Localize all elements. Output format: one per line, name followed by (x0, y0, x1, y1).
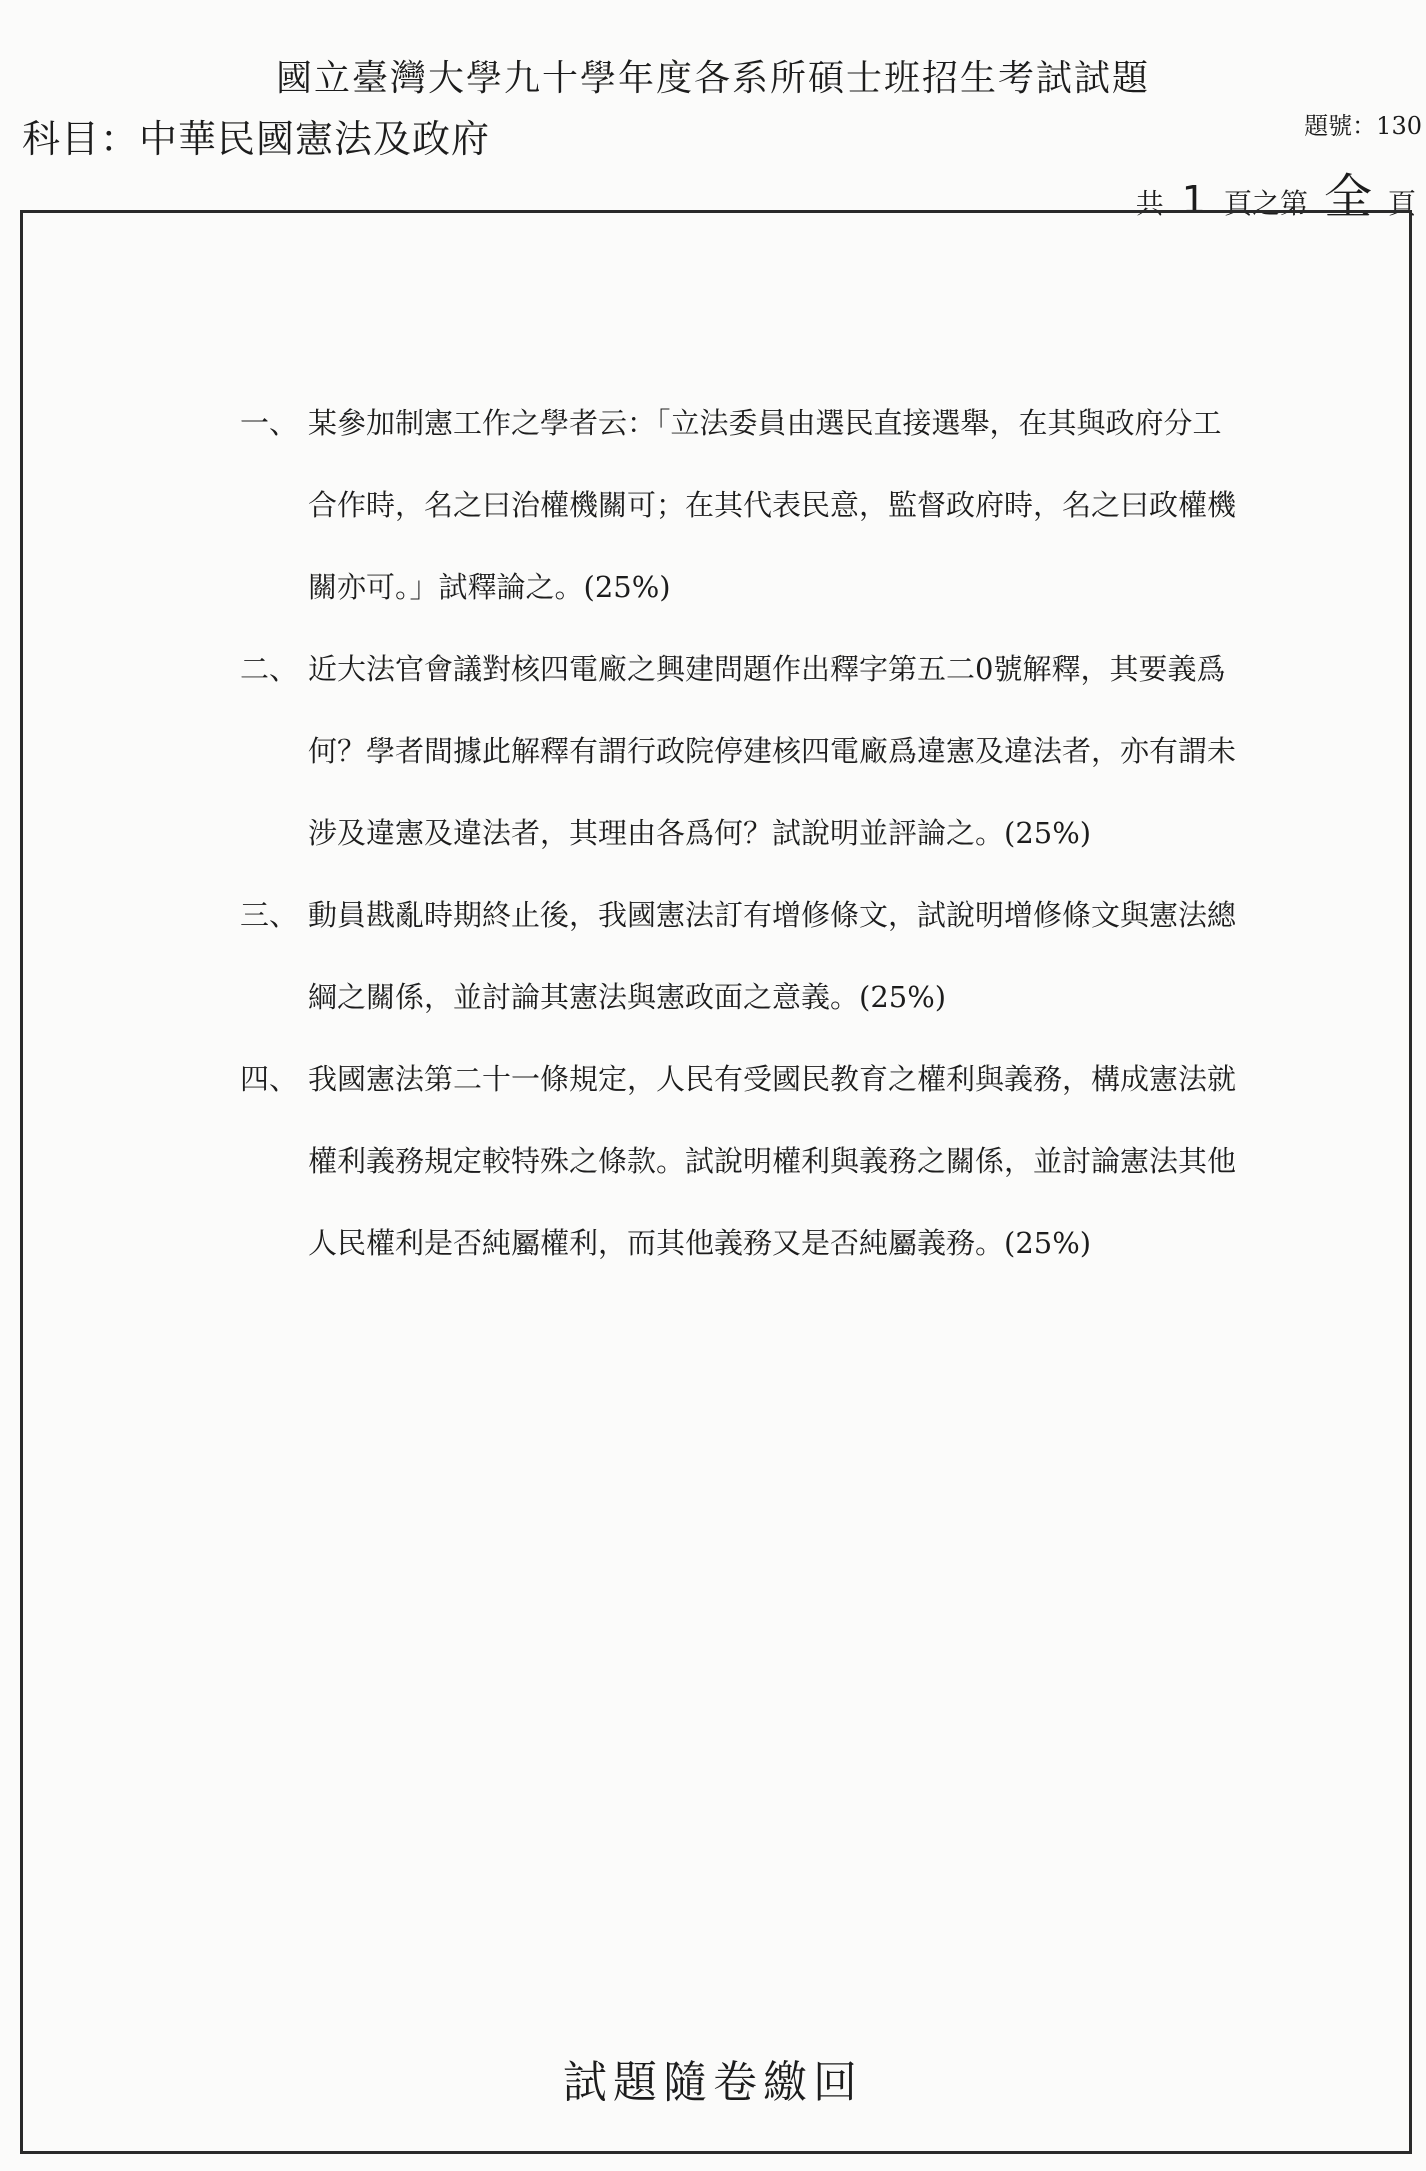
question-item (240, 382, 1240, 628)
question-item (240, 874, 1240, 1038)
subject-line: 科目：中華民國憲法及政府 (22, 117, 491, 161)
question-text: 動員戡亂時期終止後，我國憲法訂有增修條文，試說明增修條文與憲法總綱之關係，並討論其憲法與憲政面之意義。(25%) (308, 898, 1237, 1014)
page-suffix: 頁 (1387, 187, 1416, 220)
page-current: 全 (1323, 169, 1372, 225)
page-total: 1 (1181, 178, 1206, 222)
question-text: 我國憲法第二十一條規定，人民有受國民教育之權利與義務，構成憲法就權利義務規定較特殊之條款。試說明權利與義務之關係，並討論憲法其他人民權利是否純屬權利，而其他義務又是否純屬義務。(25%) (308, 1062, 1237, 1260)
question-num: 二、 (240, 652, 299, 686)
return-note: 試題隨卷繳回 (563, 2057, 863, 2108)
question-item (240, 628, 1240, 874)
question-num: 四、 (240, 1062, 299, 1096)
question-num: 三、 (240, 898, 299, 932)
question-text: 近大法官會議對核四電廠之興建問題作出釋字第五二0號解釋，其要義爲何？學者間據此解釋有謂行政院停建核四電廠爲違憲及違法者，亦有謂未涉及違憲及違法者，其理由各爲何？試說明並評論之。(25%) (308, 652, 1237, 850)
question-text: 某參加制憲工作之學者云：「立法委員由選民直接選舉，在其與政府分工合作時，名之曰治權機關可；在其代表民意，監督政府時，名之曰政權機關亦可。」試釋論之。(25%) (308, 406, 1237, 604)
question-item (240, 1038, 1240, 1284)
question-list (240, 382, 1240, 1284)
question-number: 題號：130 (1304, 112, 1422, 140)
page-middle: 頁之第 (1223, 187, 1308, 220)
question-num: 一、 (240, 406, 299, 440)
exam-title: 國立臺灣大學九十學年度各系所碩士班招生考試試題 (275, 58, 1150, 99)
page-prefix: 共 (1135, 187, 1164, 220)
